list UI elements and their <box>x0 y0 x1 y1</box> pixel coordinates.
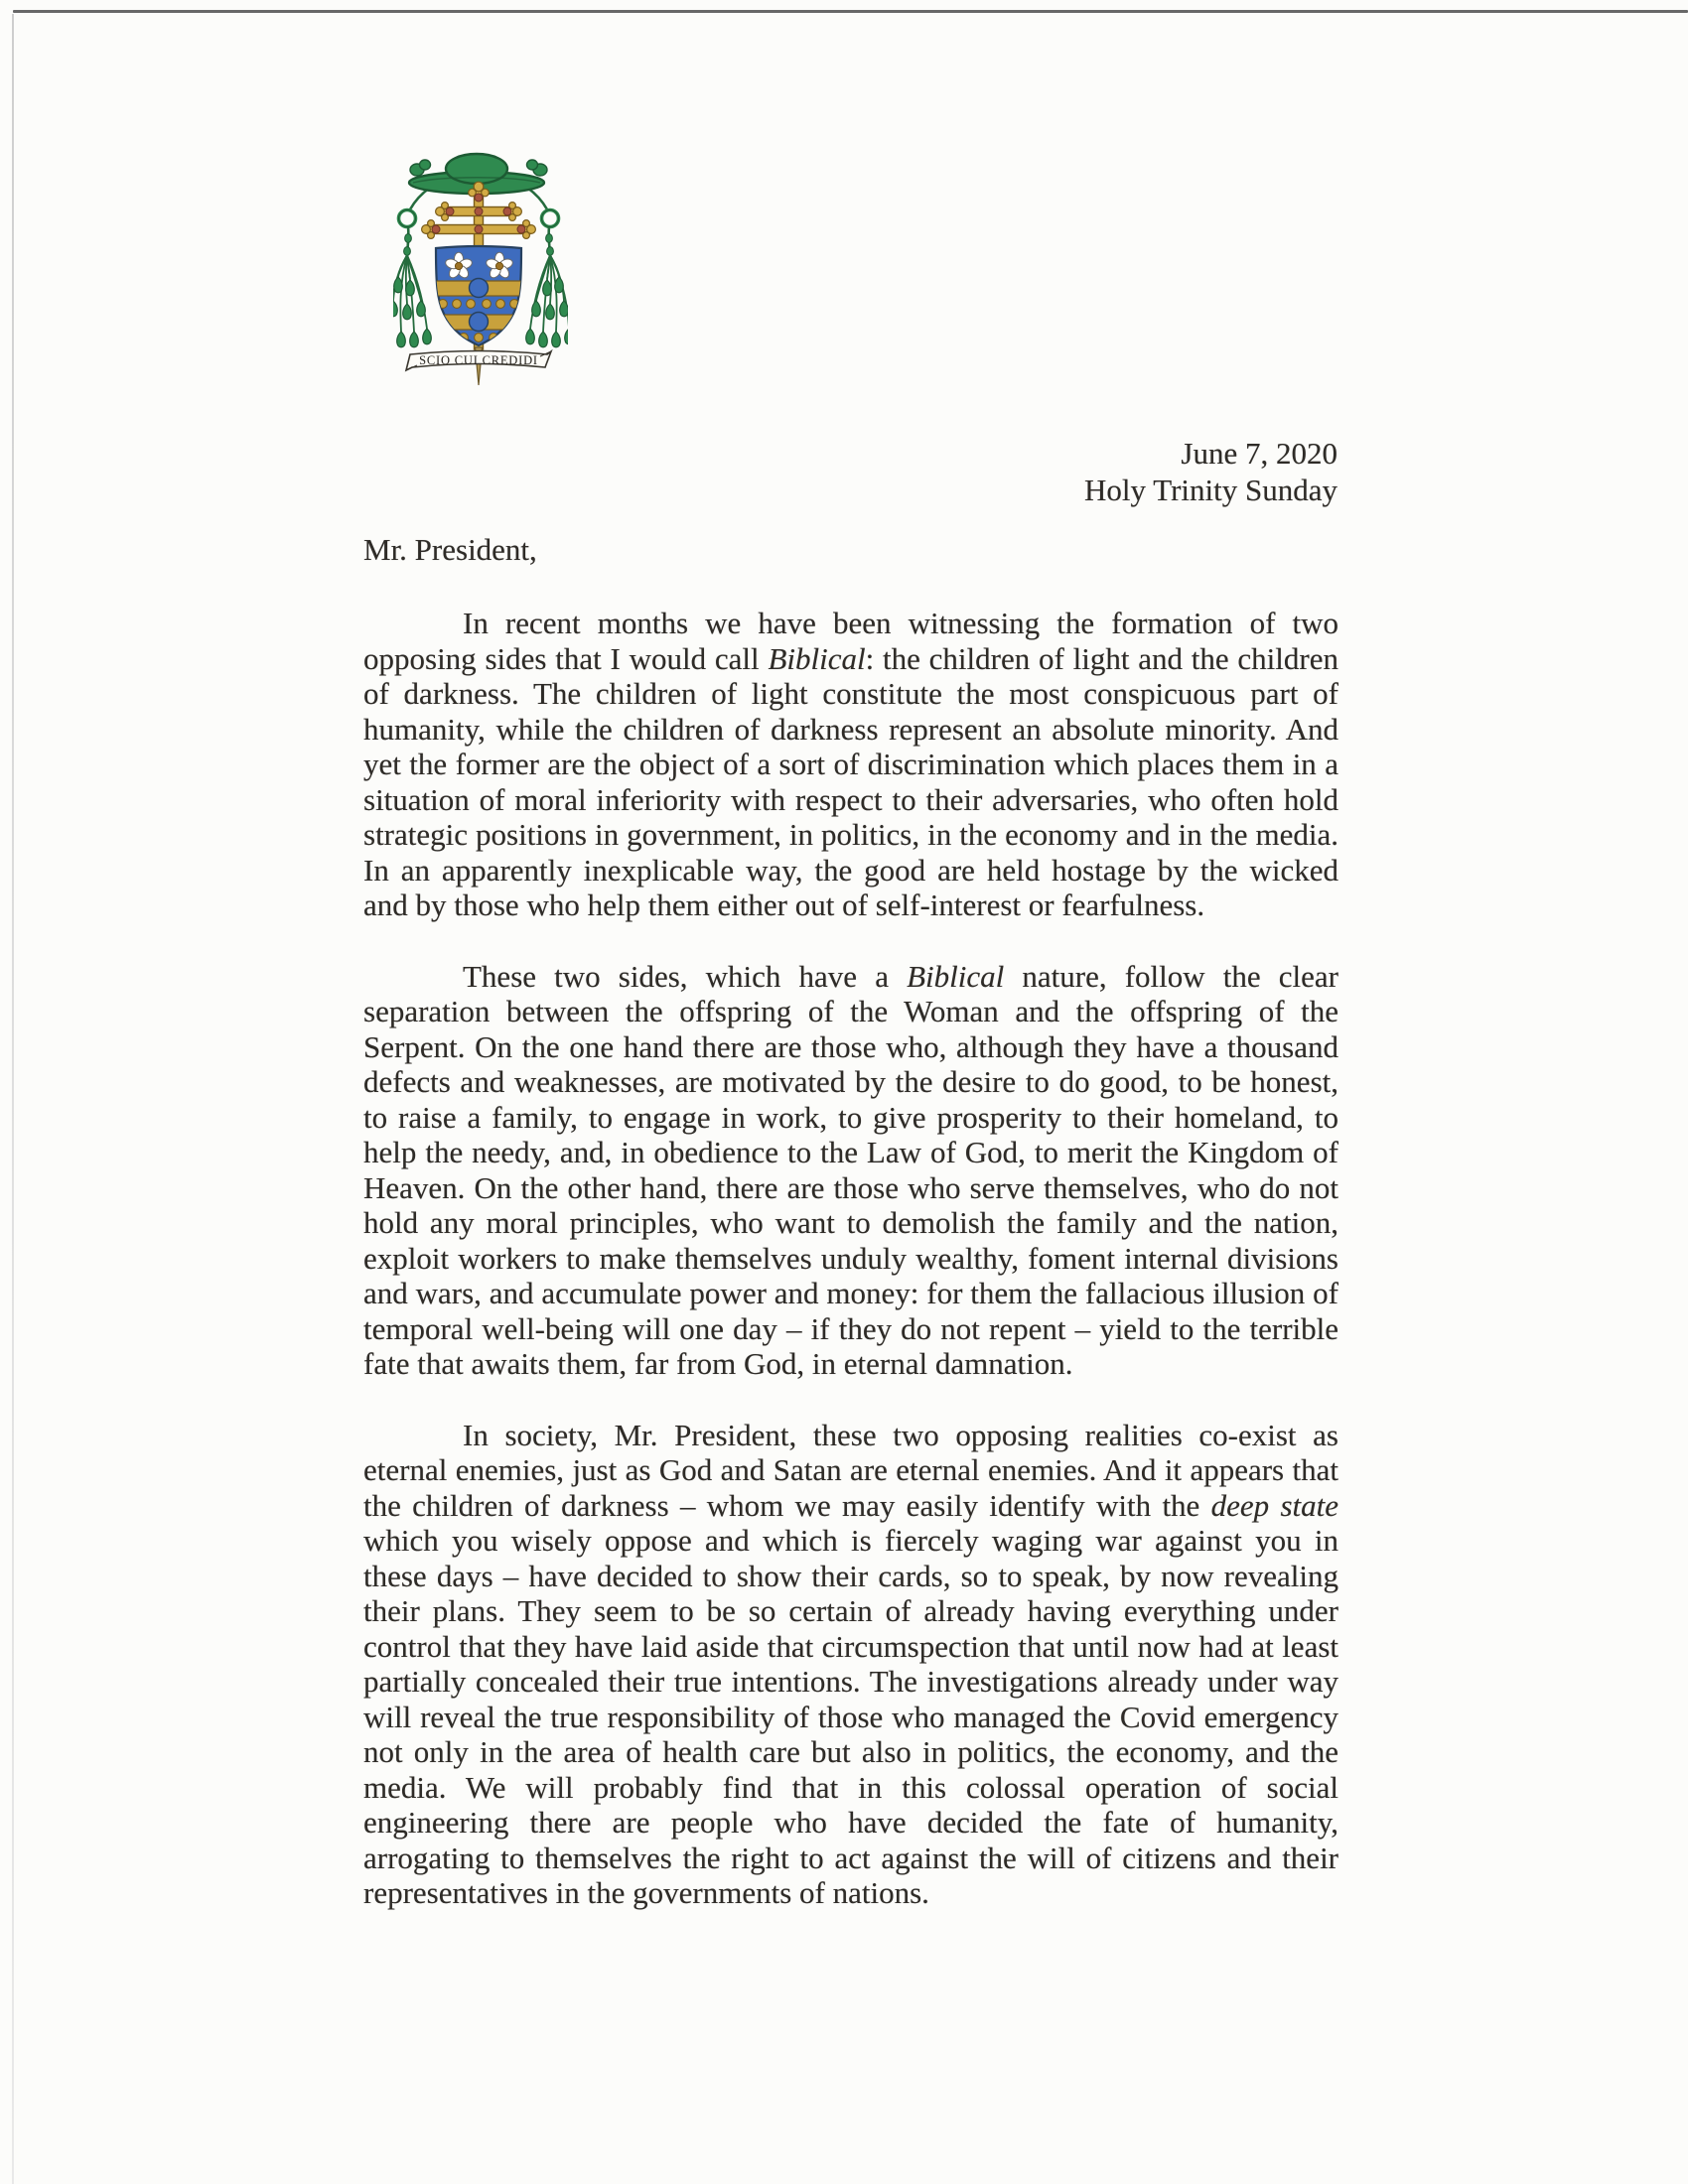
letter-paragraph <box>363 959 1338 1382</box>
date-block <box>1084 435 1337 508</box>
text-segment: which you wisely oppose and which is fiercely waging war against you in these days – have decided to show their cards, so to speak, by now revealing their plans. They seem to be so certain of already having everything under control that they have laid aside that circumspection that until now had at least partially concealed their true intentions. The investigations already under way will reveal the true responsibility of those who managed the Covid emergency not only in the area of health care but also in politics, the economy, and the media. We will probably find that in this colossal operation of social engineering there are people who have decided the fate of humanity, arrogating to themselves the right to act against the will of citizens and their representatives in the governments of nations. <box>363 1523 1338 1910</box>
salutation: Mr. President, <box>363 532 537 567</box>
text-segment: In society, Mr. President, these two opposing realities co-exist as eternal enemies, just as God and Satan are eternal enemies. And it appears that the children of darkness – whom we may easily identify with the <box>363 1417 1338 1523</box>
date-line: June 7, 2020 <box>1181 436 1337 471</box>
motto-text: SCIO CUI CREDIDI <box>419 353 538 367</box>
italic-text-segment: Biblical <box>768 640 866 676</box>
letter-paragraph <box>363 1418 1338 1911</box>
coat-of-arms <box>393 143 568 393</box>
crest-shield <box>434 246 523 345</box>
scan-top-edge-line <box>13 10 1688 13</box>
letter-paragraph <box>363 606 1338 923</box>
italic-text-segment: deep state <box>1210 1487 1338 1523</box>
text-segment: In recent months we have been witnessing the formation of two opposing sides that I would call <box>363 606 1338 676</box>
text-segment: : the children of light and the children of darkness. The children of light constitute the most conspicuous part of humanity, while the children of darkness represent an absolute minority. And yet the former are the object of a sort of discrimination which places them in a situation of moral inferiority with respect to their adversaries, who often hold strategic positions in government, in politics, in the economy and in the media. In an apparently inexplicable way, the good are held hostage by the wicked and by those who help them either out of self-interest or fearfulness. <box>363 640 1338 922</box>
text-segment: These two sides, which have a <box>463 958 908 994</box>
galero-cord-left-icon <box>393 188 431 347</box>
text-segment: nature, follow the clear separation between the offspring of the Woman and the offspring of the Serpent. On the one hand there are those who, although they have a thousand defects and weaknesses, are motivated by the desire to do good, to be honest, to raise a family, to engage in work, to give prosperity to their homeland, to help the needy, and, in obedience to the Law of God, to merit the Kingdom of Heaven. On the other hand, there are those who serve themselves, who do not hold any moral principles, who want to demolish the family and the nation, exploit workers to make themselves unduly wealthy, foment internal divisions and wars, and accumulate power and money: for them the fallacious illusion of temporal well-being will one day – if they do not repent – yield to the terrible fate that awaits them, far from God, in eternal damnation. <box>363 958 1338 1381</box>
letter-body <box>363 606 1338 1947</box>
scan-left-edge-line <box>12 14 14 2184</box>
italic-text-segment: Biblical <box>907 958 1005 994</box>
feast-day-line: Holy Trinity Sunday <box>1084 473 1337 507</box>
galero-cord-right-icon <box>526 188 568 347</box>
